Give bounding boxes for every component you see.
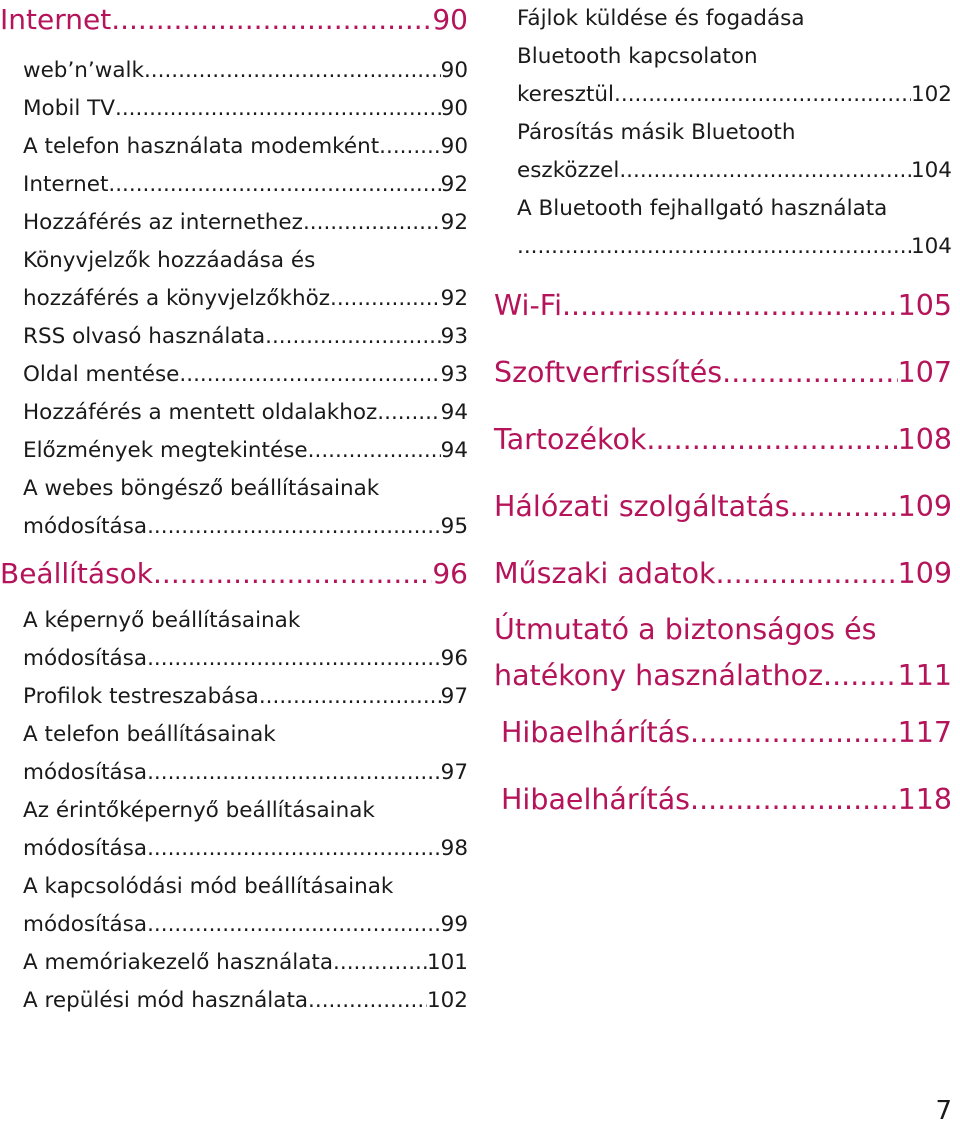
leader-dots: [619, 152, 911, 190]
leader-dots: [790, 473, 898, 540]
toc-page-number: 97: [440, 684, 468, 709]
toc-page-number: 95: [440, 514, 468, 539]
leader-dots: [153, 554, 432, 594]
leader-dots: [379, 128, 440, 166]
toc-entry[interactable]: [0, 166, 468, 204]
leader-dots: [646, 406, 897, 473]
toc-section-beallitasok[interactable]: [0, 554, 468, 594]
toc-entry[interactable]: [490, 76, 952, 114]
toc-entry-title: Mobil TV: [23, 96, 115, 121]
toc-entry-title: Tartozékok: [494, 423, 647, 456]
toc-page-number: 107: [897, 356, 952, 389]
leader-dots: [690, 766, 898, 833]
toc-entry[interactable]: [0, 830, 468, 868]
leader-dots: [614, 76, 911, 114]
toc-entry[interactable]: [0, 128, 468, 166]
toc-page-number: 105: [897, 289, 952, 322]
toc-page-number: 93: [440, 362, 468, 387]
toc-page-number: 94: [440, 438, 468, 463]
toc-entry-line: Párosítás másik Bluetooth: [517, 120, 796, 145]
leader-dots: [308, 982, 427, 1020]
leader-dots: [111, 0, 432, 40]
leader-dots: [147, 906, 441, 944]
toc-entry[interactable]: [0, 982, 468, 1020]
toc-entry-title: A memóriakezelő használata: [23, 950, 334, 975]
leader-dots: [333, 944, 427, 982]
toc-entry-title: módosítása: [23, 760, 148, 785]
leader-dots: [259, 678, 441, 716]
toc-section-entry[interactable]: [490, 699, 952, 766]
toc-entry[interactable]: [0, 90, 468, 128]
toc-entry-title: keresztül: [517, 82, 615, 107]
toc-entry-title: hozzáférés a könyvjelzőkhöz: [23, 286, 331, 311]
toc-page-number: 102: [426, 988, 468, 1013]
leader-dots: [303, 204, 441, 242]
leader-dots: [265, 318, 441, 356]
toc-page-number: 109: [897, 557, 952, 590]
toc-page-number: 117: [897, 716, 952, 749]
leader-dots: [115, 90, 441, 128]
leader-dots: [147, 640, 441, 678]
toc-entry-title: Hozzáférés a mentett oldalakhoz: [23, 400, 378, 425]
toc-page-number: 102: [910, 82, 952, 107]
toc-section-entry[interactable]: [490, 272, 952, 339]
toc-page-number: 94: [440, 400, 468, 425]
leader-dots: [144, 52, 441, 90]
toc-page-number: 90: [440, 58, 468, 83]
toc-entry-line: A kapcsolódási mód beállításainak: [23, 874, 394, 899]
toc-right-sections: [490, 272, 952, 833]
toc-page-number: 101: [426, 950, 468, 975]
toc-entry-title: Előzmények megtekintése: [23, 438, 308, 463]
toc-entry[interactable]: [0, 432, 468, 470]
toc-page-number: 90: [440, 96, 468, 121]
leader-dots: [308, 432, 441, 470]
toc-entry[interactable]: [0, 754, 468, 792]
toc-entry[interactable]: [0, 906, 468, 944]
toc-page-number: 92: [440, 210, 468, 235]
toc-entry-title: módosítása: [23, 514, 148, 539]
toc-entry-title: Hibaelhárítás: [501, 783, 691, 816]
toc-page-number: 93: [440, 324, 468, 349]
toc-entry-line: Útmutató a biztonságos és: [494, 613, 877, 646]
toc-section-entry[interactable]: [490, 766, 952, 833]
leader-dots: [179, 356, 440, 394]
toc-entry-title: hatékony használathoz: [494, 659, 824, 692]
toc-entry[interactable]: [490, 228, 952, 266]
leader-dots: [108, 166, 440, 204]
toc-entry[interactable]: [0, 204, 468, 242]
leader-dots: [147, 754, 441, 792]
toc-entry-title: web’n’walk: [23, 58, 144, 83]
leader-dots: [690, 699, 898, 766]
toc-page-number: 104: [910, 234, 952, 259]
leader-dots: [517, 228, 911, 266]
toc-entry[interactable]: [0, 52, 468, 90]
toc-page-number: 92: [440, 286, 468, 311]
toc-page-number: 90: [440, 134, 468, 159]
toc-entry[interactable]: [0, 394, 468, 432]
toc-entry-title: Oldal mentése: [23, 362, 180, 387]
leader-dots: [147, 508, 441, 546]
leader-dots: [722, 339, 897, 406]
toc-entry-title: Wi-Fi: [494, 289, 562, 322]
toc-entry-title: Hibaelhárítás: [501, 716, 691, 749]
toc-entry-title: RSS olvasó használata: [23, 324, 266, 349]
toc-entry-line: A képernyő beállításainak: [23, 608, 301, 633]
toc-entry-line: A webes böngésző beállításainak: [23, 476, 380, 501]
toc-page-number: 96: [440, 646, 468, 671]
toc-entry-title: módosítása: [23, 912, 148, 937]
toc-page-number: 97: [440, 760, 468, 785]
leader-dots: [377, 394, 440, 432]
toc-section-entry[interactable]: [490, 540, 952, 607]
toc-entry-title: Szoftverfrissítés: [494, 356, 723, 389]
toc-section-entry[interactable]: [490, 339, 952, 406]
toc-entry[interactable]: [0, 678, 468, 716]
toc-right-column: [490, 0, 952, 833]
toc-entry-line: A telefon beállításainak: [23, 722, 276, 747]
toc-entry[interactable]: [490, 152, 952, 190]
toc-left-column: [0, 0, 468, 1020]
toc-page-number: 96: [432, 557, 468, 590]
toc-entry[interactable]: [0, 356, 468, 394]
toc-bluetooth-items: [490, 0, 952, 266]
toc-section-title: Beállítások: [0, 557, 154, 590]
leader-dots: [716, 540, 898, 607]
toc-page-number: 98: [440, 836, 468, 861]
toc-entry-title: módosítása: [23, 836, 148, 861]
toc-section-beallitasok-items: [0, 602, 468, 1020]
toc-page-number: 108: [897, 423, 952, 456]
toc-page-number: 111: [897, 659, 952, 692]
toc-entry[interactable]: [0, 640, 468, 678]
toc-page-number: 90: [432, 3, 468, 36]
toc-entry-line: Könyvjelzők hozzáadása és: [23, 248, 316, 273]
toc-page-number: 109: [897, 490, 952, 523]
page-number: 7: [935, 1096, 952, 1126]
toc-entry-line: A Bluetooth fejhallgató használata: [517, 196, 888, 221]
toc-entry-title: A repülési mód használata: [23, 988, 309, 1013]
leader-dots: [562, 272, 898, 339]
toc-page-number: 99: [440, 912, 468, 937]
toc-section-title: Internet: [0, 3, 112, 36]
toc-section-entry[interactable]: [490, 406, 952, 473]
leader-dots: [147, 830, 441, 868]
toc-entry[interactable]: [0, 508, 468, 546]
toc-section-entry[interactable]: [490, 653, 952, 699]
toc-entry-line: Fájlok küldése és fogadása: [517, 6, 805, 31]
toc-entry-title: A telefon használata modemként: [23, 134, 380, 159]
toc-section-entry[interactable]: [490, 473, 952, 540]
toc-entry-title: eszközzel: [517, 158, 620, 183]
toc-entry[interactable]: [0, 944, 468, 982]
toc-page-number: 104: [910, 158, 952, 183]
toc-page-number: 118: [897, 783, 952, 816]
toc-entry-title: Műszaki adatok: [494, 557, 716, 590]
toc-entry-line: Bluetooth kapcsolaton: [517, 44, 758, 69]
toc-entry-title: Hozzáférés az internethez: [23, 210, 303, 235]
toc-entry[interactable]: [0, 280, 468, 318]
toc-section-internet-items: [0, 52, 468, 546]
leader-dots: [330, 280, 441, 318]
toc-entry-title: Profilok testreszabása: [23, 684, 259, 709]
leader-dots: [823, 653, 898, 699]
toc-page-number: 92: [440, 172, 468, 197]
toc-entry[interactable]: [0, 318, 468, 356]
toc-section-internet[interactable]: [0, 0, 468, 40]
toc-entry-title: Hálózati szolgáltatás: [494, 490, 790, 523]
toc-entry-line: Az érintőképernyő beállításainak: [23, 798, 375, 823]
toc-entry-title: Internet: [23, 172, 109, 197]
toc-entry-title: módosítása: [23, 646, 148, 671]
